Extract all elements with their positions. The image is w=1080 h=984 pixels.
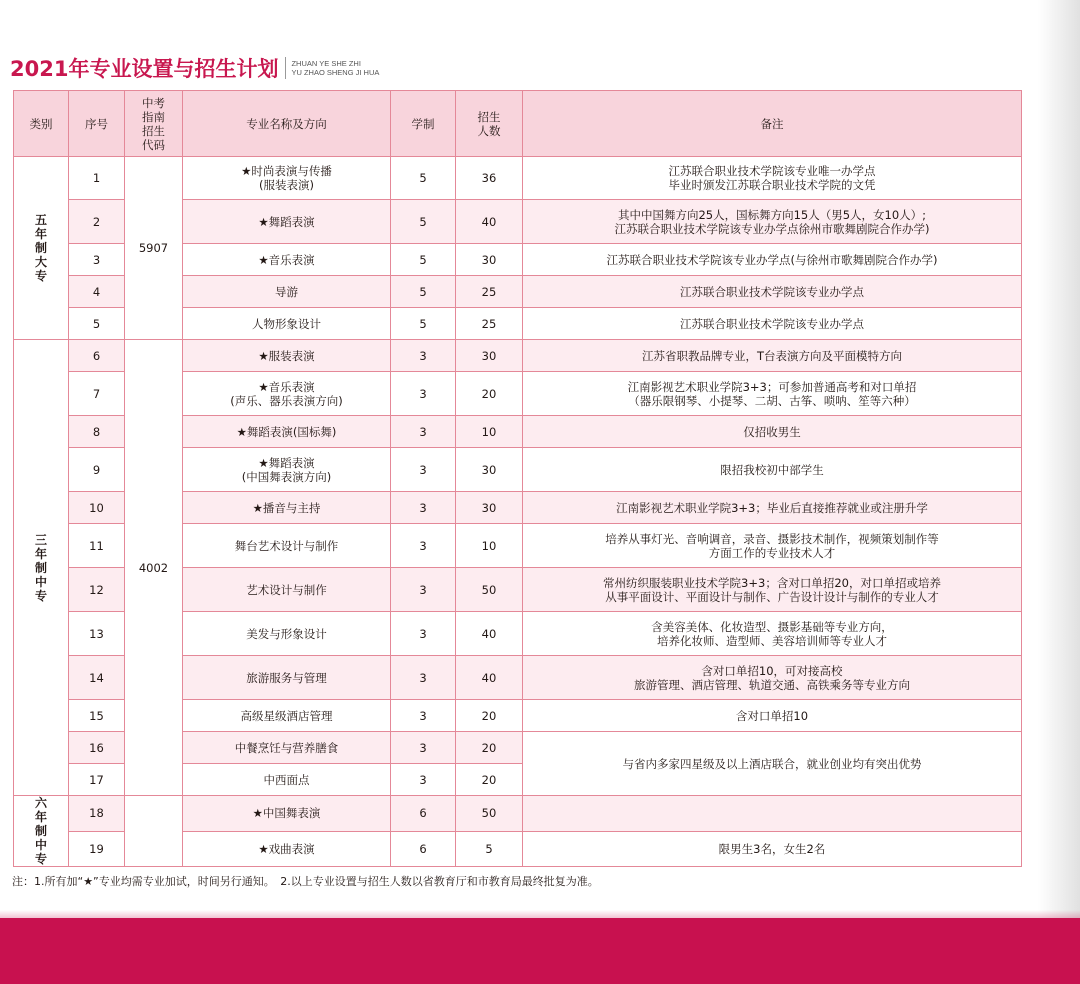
index-cell: 7: [69, 372, 125, 416]
major-cell: ★中国舞表演: [183, 796, 391, 832]
quota-cell: 50: [456, 796, 523, 832]
major-cell: ★服装表演: [183, 340, 391, 372]
quota-cell: 25: [456, 308, 523, 340]
quota-cell: 20: [456, 700, 523, 732]
major-cell: ★舞蹈表演: [183, 200, 391, 244]
years-cell: 3: [391, 656, 456, 700]
major-cell: 导游: [183, 276, 391, 308]
years-cell: 3: [391, 448, 456, 492]
years-cell: 3: [391, 568, 456, 612]
table-header-row: [14, 91, 1022, 157]
category-label: 六年制中专: [34, 796, 47, 866]
index-cell: 15: [69, 700, 125, 732]
index-cell: 2: [69, 200, 125, 244]
quota-cell: 40: [456, 612, 523, 656]
years-cell: 3: [391, 340, 456, 372]
remark-cell: 与省内多家四星级及以上酒店联合，就业创业均有突出优势: [523, 732, 1022, 796]
index-cell: 6: [69, 340, 125, 372]
page-edge-shadow: [1038, 0, 1080, 920]
remark-cell: 江苏联合职业技术学院该专业办学点(与徐州市歌舞剧院合作办学): [523, 244, 1022, 276]
quota-cell: 5: [456, 831, 523, 867]
index-cell: 13: [69, 612, 125, 656]
category-label: 三年制中专: [34, 532, 47, 603]
quota-cell: 20: [456, 732, 523, 764]
header-category: 类别: [14, 91, 69, 157]
index-cell: 8: [69, 416, 125, 448]
major-cell: ★戏曲表演: [183, 831, 391, 867]
header-code: 中考 指南 招生 代码: [125, 91, 183, 157]
title-row: [10, 52, 379, 84]
quota-cell: 10: [456, 416, 523, 448]
subtitle-line-1: ZHUAN YE SHE ZHI: [291, 59, 361, 68]
major-cell: ★音乐表演 (声乐、器乐表演方向): [183, 372, 391, 416]
major-cell: ★音乐表演: [183, 244, 391, 276]
header-major: 专业名称及方向: [183, 91, 391, 157]
years-cell: 6: [391, 831, 456, 867]
remark-cell: 常州纺织服装职业技术学院3+3；含对口单招20，对口单招或培养 从事平面设计、平面设计与制作、广告设计设计与制作的专业人才: [523, 568, 1022, 612]
years-cell: 6: [391, 796, 456, 832]
remark-cell: 仅招收男生: [523, 416, 1022, 448]
index-cell: 10: [69, 492, 125, 524]
quota-cell: 40: [456, 656, 523, 700]
major-cell: ★舞蹈表演 (中国舞表演方向): [183, 448, 391, 492]
remark-cell: 限招我校初中部学生: [523, 448, 1022, 492]
page-title: 2021年专业设置与招生计划: [10, 57, 279, 81]
table-row: [14, 340, 1022, 372]
index-cell: 1: [69, 157, 125, 200]
major-cell: 中西面点: [183, 764, 391, 796]
index-cell: 14: [69, 656, 125, 700]
remark-cell: 含对口单招10: [523, 700, 1022, 732]
quota-cell: 30: [456, 448, 523, 492]
subtitle-line-2: YU ZHAO SHENG JI HUA: [291, 68, 380, 77]
category-cell: [14, 340, 69, 796]
years-cell: 5: [391, 308, 456, 340]
quota-cell: 36: [456, 157, 523, 200]
index-cell: 9: [69, 448, 125, 492]
major-cell: ★舞蹈表演(国标舞): [183, 416, 391, 448]
years-cell: 5: [391, 276, 456, 308]
header-index: 序号: [69, 91, 125, 157]
footer-band: [0, 918, 1080, 984]
remark-cell: 江苏联合职业技术学院该专业办学点: [523, 308, 1022, 340]
table-row: [14, 157, 1022, 200]
major-cell: 舞台艺术设计与制作: [183, 524, 391, 568]
quota-cell: 30: [456, 340, 523, 372]
remark-cell: 江苏联合职业技术学院该专业办学点: [523, 276, 1022, 308]
remark-cell: 江南影视艺术职业学院3+3；可参加普通高考和对口单招 （器乐限钢琴、小提琴、二胡、古筝、唢呐、笙等六种）: [523, 372, 1022, 416]
remark-cell: 江苏省职教品牌专业，T台表演方向及平面模特方向: [523, 340, 1022, 372]
major-cell: 美发与形象设计: [183, 612, 391, 656]
remark-cell: 培养从事灯光、音响调音，录音、摄影技术制作，视频策划制作等 方面工作的专业技术人才: [523, 524, 1022, 568]
years-cell: 3: [391, 492, 456, 524]
remark-cell: 含美容美体、化妆造型、摄影基础等专业方向， 培养化妆师、造型师、美容培训师等专业人才: [523, 612, 1022, 656]
years-cell: 3: [391, 700, 456, 732]
remark-cell: [523, 796, 1022, 832]
remark-cell: 江苏联合职业技术学院该专业唯一办学点 毕业时颁发江苏联合职业技术学院的文凭: [523, 157, 1022, 200]
quota-cell: 20: [456, 372, 523, 416]
table-row: [14, 796, 1022, 832]
index-cell: 16: [69, 732, 125, 764]
years-cell: 3: [391, 612, 456, 656]
remark-cell: 含对口单招10，可对接高校 旅游管理、酒店管理、轨道交通、高铁乘务等专业方向: [523, 656, 1022, 700]
quota-cell: 20: [456, 764, 523, 796]
major-cell: 旅游服务与管理: [183, 656, 391, 700]
index-cell: 3: [69, 244, 125, 276]
header-remark: 备注: [523, 91, 1022, 157]
header-quota: 招生 人数: [456, 91, 523, 157]
years-cell: 3: [391, 372, 456, 416]
years-cell: 5: [391, 244, 456, 276]
years-cell: 3: [391, 764, 456, 796]
footnote: 注：1.所有加“★”专业均需专业加试，时间另行通知。 2.以上专业设置与招生人数以省教育厅和市教育局最终批复为准。: [12, 875, 599, 888]
quota-cell: 50: [456, 568, 523, 612]
major-cell: ★时尚表演与传播 (服装表演): [183, 157, 391, 200]
quota-cell: 30: [456, 244, 523, 276]
remark-cell: 其中中国舞方向25人，国标舞方向15人（男5人，女10人）; 江苏联合职业技术学院该专业办学点徐州市歌舞剧院合作办学): [523, 200, 1022, 244]
major-cell: 高级星级酒店管理: [183, 700, 391, 732]
category-cell: [14, 157, 69, 340]
page-subtitle: [291, 59, 379, 77]
major-cell: 艺术设计与制作: [183, 568, 391, 612]
index-cell: 12: [69, 568, 125, 612]
category-cell: [14, 796, 69, 867]
quota-cell: 30: [456, 492, 523, 524]
quota-cell: 25: [456, 276, 523, 308]
code-cell: 4002: [125, 340, 183, 796]
index-cell: 4: [69, 276, 125, 308]
major-cell: ★播音与主持: [183, 492, 391, 524]
years-cell: 3: [391, 732, 456, 764]
code-cell: [125, 796, 183, 867]
years-cell: 3: [391, 524, 456, 568]
index-cell: 19: [69, 831, 125, 867]
code-cell: 5907: [125, 157, 183, 340]
index-cell: 11: [69, 524, 125, 568]
remark-cell: 江南影视艺术职业学院3+3；毕业后直接推荐就业或注册升学: [523, 492, 1022, 524]
header-years: 学制: [391, 91, 456, 157]
quota-cell: 40: [456, 200, 523, 244]
enrollment-plan-table: [13, 90, 1022, 867]
index-cell: 17: [69, 764, 125, 796]
quota-cell: 10: [456, 524, 523, 568]
years-cell: 3: [391, 416, 456, 448]
category-label: 五年制大专: [34, 213, 47, 283]
years-cell: 5: [391, 157, 456, 200]
remark-cell: 限男生3名，女生2名: [523, 831, 1022, 867]
major-cell: 人物形象设计: [183, 308, 391, 340]
index-cell: 5: [69, 308, 125, 340]
years-cell: 5: [391, 200, 456, 244]
index-cell: 18: [69, 796, 125, 832]
major-cell: 中餐烹饪与营养膳食: [183, 732, 391, 764]
title-divider: [285, 57, 286, 79]
